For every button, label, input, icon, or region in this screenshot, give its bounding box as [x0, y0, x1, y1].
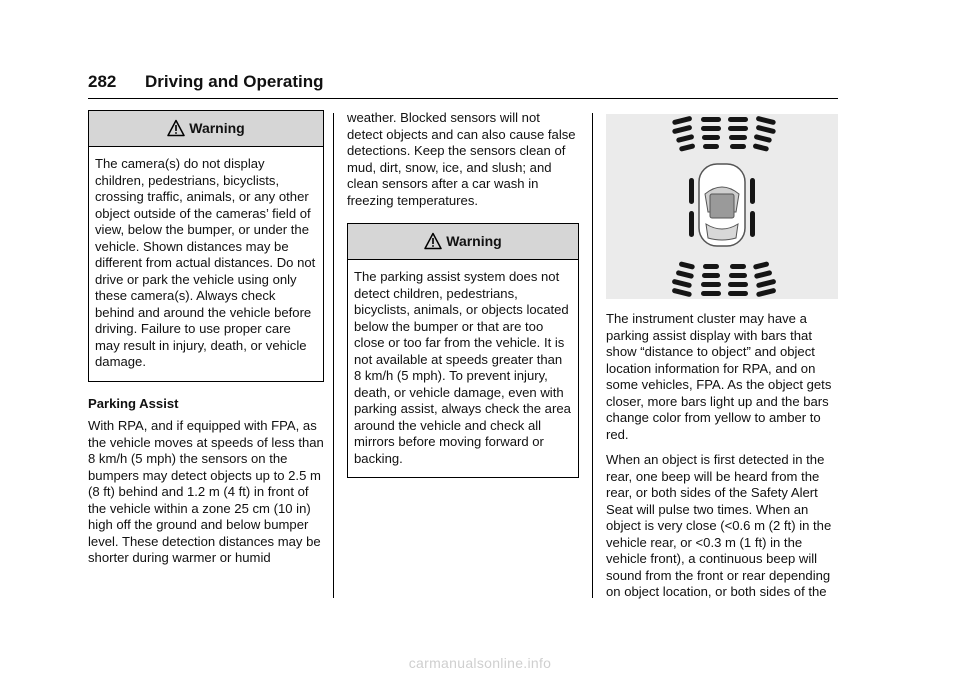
warning-text: The camera(s) do not display children, pedestrians, bicyclists, crossing traffic, animals, or any other object outside of the cameras’ field of view, below the bumper, or under the vehicle. Shown distances may be different from actual distances. Do not drive or park the vehicle using only these camera(s). Always check behind and around the vehicle before driving. Failure to use proper care may result in injury, death, or vehicle damage.: [95, 156, 316, 369]
warning-header: [348, 224, 578, 260]
warning-text: The parking assist system does not detect children, pedestrians, bicyclists, animals, or objects located below the bumper or that are too close or too far from the vehicle. It is not available at speeds greater than 8 km/h (5 mph). To prevent injury, death, or vehicle damage, even with parking assist, always check the area around the vehicle and check all mirrors before moving forward or backing.: [354, 269, 571, 466]
subheading-parking-assist: Parking Assist: [88, 395, 179, 411]
body-paragraph: The instrument cluster may have a parking assist display with bars that show “distance to object” and object location information for RPA, and on some vehicles, FPA. As the object gets closer, more bars light up and the bars change color from yellow to amber to red.: [606, 311, 832, 442]
body-paragraph: weather. Blocked sensors will not detect objects and can also cause false detections. Keep the sensors clean of mud, dirt, snow, ice, and slush; and clean sensors after a car wash in freezing temperatures.: [347, 110, 576, 208]
warning-box: [88, 110, 324, 382]
warning-icon: [167, 119, 185, 137]
column-3: [606, 110, 838, 610]
warning-box: [347, 223, 579, 478]
body-paragraph: With RPA, and if equipped with FPA, as the vehicle moves at speeds of less than 8 km/h (5 mph) the sensors on the bumpers may detect objects up to 2.5 m (8 ft) behind and 1.2 m (4 ft) in front of the vehicle within a zone 25 cm (10 in) high off the ground and below bumper level. These detection distances may be shorter during warmer or humid: [88, 418, 324, 565]
watermark: carmanualsonline.info: [408, 655, 552, 671]
parking-assist-display-icon: [606, 114, 838, 299]
page-header: [88, 70, 838, 99]
page-number: 282: [88, 72, 117, 91]
column-1: [88, 110, 324, 576]
warning-title: Warning: [446, 233, 502, 250]
warning-icon: [424, 232, 442, 250]
column-divider: [333, 113, 334, 598]
column-divider: [592, 113, 593, 598]
column-2: [347, 110, 579, 478]
warning-title: Warning: [189, 120, 245, 137]
body-paragraph: When an object is first detected in the rear, one beep will be heard from the rear, or both sides of the Safety Alert Seat will pulse two times. When an object is very close (<0.6 m (2 ft) in the vehicle rear, or <0.3 m (1 ft) in the vehicle front), a continuous beep will sound from the front or rear depending on object location, or both sides of the: [606, 452, 832, 599]
warning-header: [89, 111, 323, 147]
section-title: Driving and Operating: [145, 72, 324, 91]
